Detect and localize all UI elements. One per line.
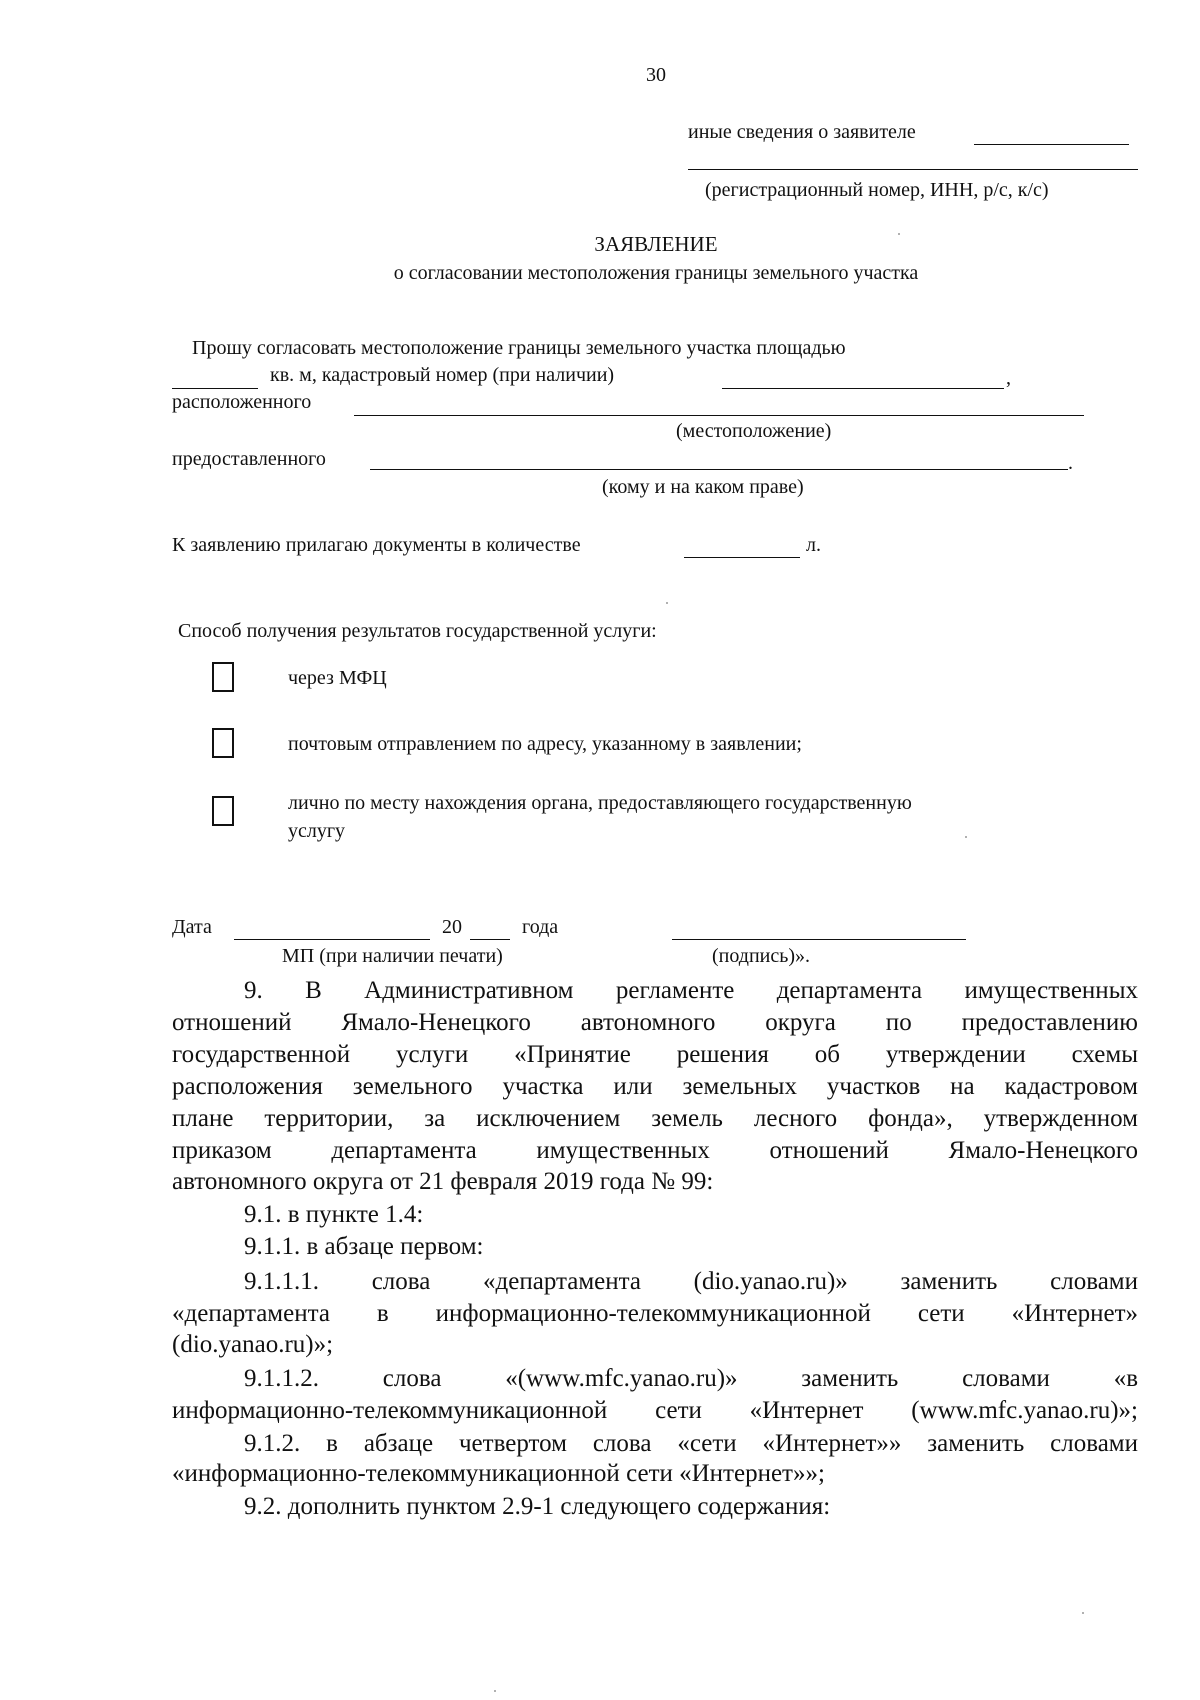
page-number: 30: [646, 64, 666, 86]
para9111-line2: «департамента в информационно-телекоммуникационной сети «Интернет»: [172, 1300, 1138, 1327]
para912-line2: «информационно-телекоммуникационной сети «Интернет»»;: [172, 1460, 825, 1487]
scan-speck: [1082, 1612, 1084, 1614]
provided-field[interactable]: [370, 468, 1068, 470]
para9112-line1: 9.1.1.2. слова «(www.mfc.yanao.ru)» заменить словами «в: [244, 1365, 1138, 1392]
reg-hint: (регистрационный номер, ИНН, р/с, к/с): [705, 179, 1049, 201]
para9112-line2: информационно-телекоммуникационной сети «Интернет (www.mfc.yanao.ru)»;: [172, 1397, 1138, 1424]
sq-m-label: кв. м, кадастровый номер (при наличии): [270, 364, 615, 386]
checkbox-mfc[interactable]: [212, 662, 234, 692]
para9-line5: плане территории, за исключением земель лесного фонда», утвержденном: [172, 1105, 1138, 1132]
scan-speck: [965, 836, 967, 838]
date-label: Дата: [172, 916, 212, 938]
area-field[interactable]: [172, 387, 258, 389]
request-line1: Прошу согласовать местоположение границы земельного участка площадью: [192, 337, 846, 359]
para9111-line3: (dio.yanao.ru)»;: [172, 1331, 334, 1358]
para92: 9.2. дополнить пунктом 2.9-1 следующего содержания:: [244, 1493, 831, 1520]
year-suffix: года: [522, 916, 559, 938]
other-info-label: иные сведения о заявителе: [688, 121, 916, 143]
date-field[interactable]: [234, 938, 430, 940]
scan-speck: [494, 1690, 496, 1692]
para91: 9.1. в пункте 1.4:: [244, 1201, 424, 1228]
period-mark: .: [1068, 452, 1073, 474]
location-field[interactable]: [354, 414, 1084, 416]
checkbox-in-person[interactable]: [212, 796, 234, 826]
para9-line4: расположения земельного участка или земельных участков на кадастровом: [172, 1073, 1138, 1100]
scan-speck: [898, 233, 900, 235]
year-field[interactable]: [470, 938, 510, 940]
option-in-person-line2: услугу: [288, 820, 346, 842]
signature-label: (подпись)».: [712, 945, 811, 967]
year-prefix: 20: [442, 916, 462, 938]
location-hint: (местоположение): [676, 420, 832, 442]
attach-label: К заявлению прилагаю документы в количестве: [172, 534, 581, 556]
cadastral-number-field[interactable]: [722, 387, 1004, 389]
para9-line3: государственной услуги «Принятие решения об утверждении схемы: [172, 1041, 1138, 1068]
para911: 9.1.1. в абзаце первом:: [244, 1233, 484, 1260]
signature-field[interactable]: [672, 938, 966, 940]
scan-speck: [666, 602, 668, 604]
option-mfc-label: через МФЦ: [288, 667, 387, 689]
located-label: расположенного: [172, 391, 312, 413]
whom-hint: (кому и на каком праве): [602, 476, 804, 498]
attach-count-field[interactable]: [684, 556, 800, 558]
seal-label: МП (при наличии печати): [282, 945, 503, 967]
option-in-person-line1: лично по месту нахождения органа, предоставляющего государственную: [288, 792, 912, 814]
checkbox-post[interactable]: [212, 728, 234, 758]
para9-line7: автономного округа от 21 февраля 2019 года № 99:: [172, 1168, 714, 1195]
option-post-label: почтовым отправлением по адресу, указанному в заявлении;: [288, 733, 802, 755]
para9-line2: отношений Ямало-Ненецкого автономного округа по предоставлению: [172, 1009, 1138, 1036]
method-label: Способ получения результатов государственной услуги:: [178, 620, 657, 642]
comma-mark: ,: [1006, 367, 1011, 389]
para9-line6: приказом департамента имущественных отношений Ямало-Ненецкого: [172, 1137, 1138, 1164]
other-info-field[interactable]: [974, 143, 1129, 145]
para9-line1: 9. В Административном регламенте департамента имущественных: [244, 977, 1138, 1004]
para9111-line1: 9.1.1.1. слова «департамента (dio.yanao.ru)» заменить словами: [244, 1268, 1138, 1295]
attach-unit: л.: [806, 534, 821, 556]
form-subtitle: о согласовании местоположения границы земельного участка: [393, 262, 919, 284]
form-title: ЗАЯВЛЕНИЕ: [594, 232, 718, 256]
other-info-field-line2[interactable]: [688, 168, 1138, 170]
para912-line1: 9.1.2. в абзаце четвертом слова «сети «Интернет»» заменить словами: [244, 1430, 1138, 1457]
provided-label: предоставленного: [172, 448, 326, 470]
